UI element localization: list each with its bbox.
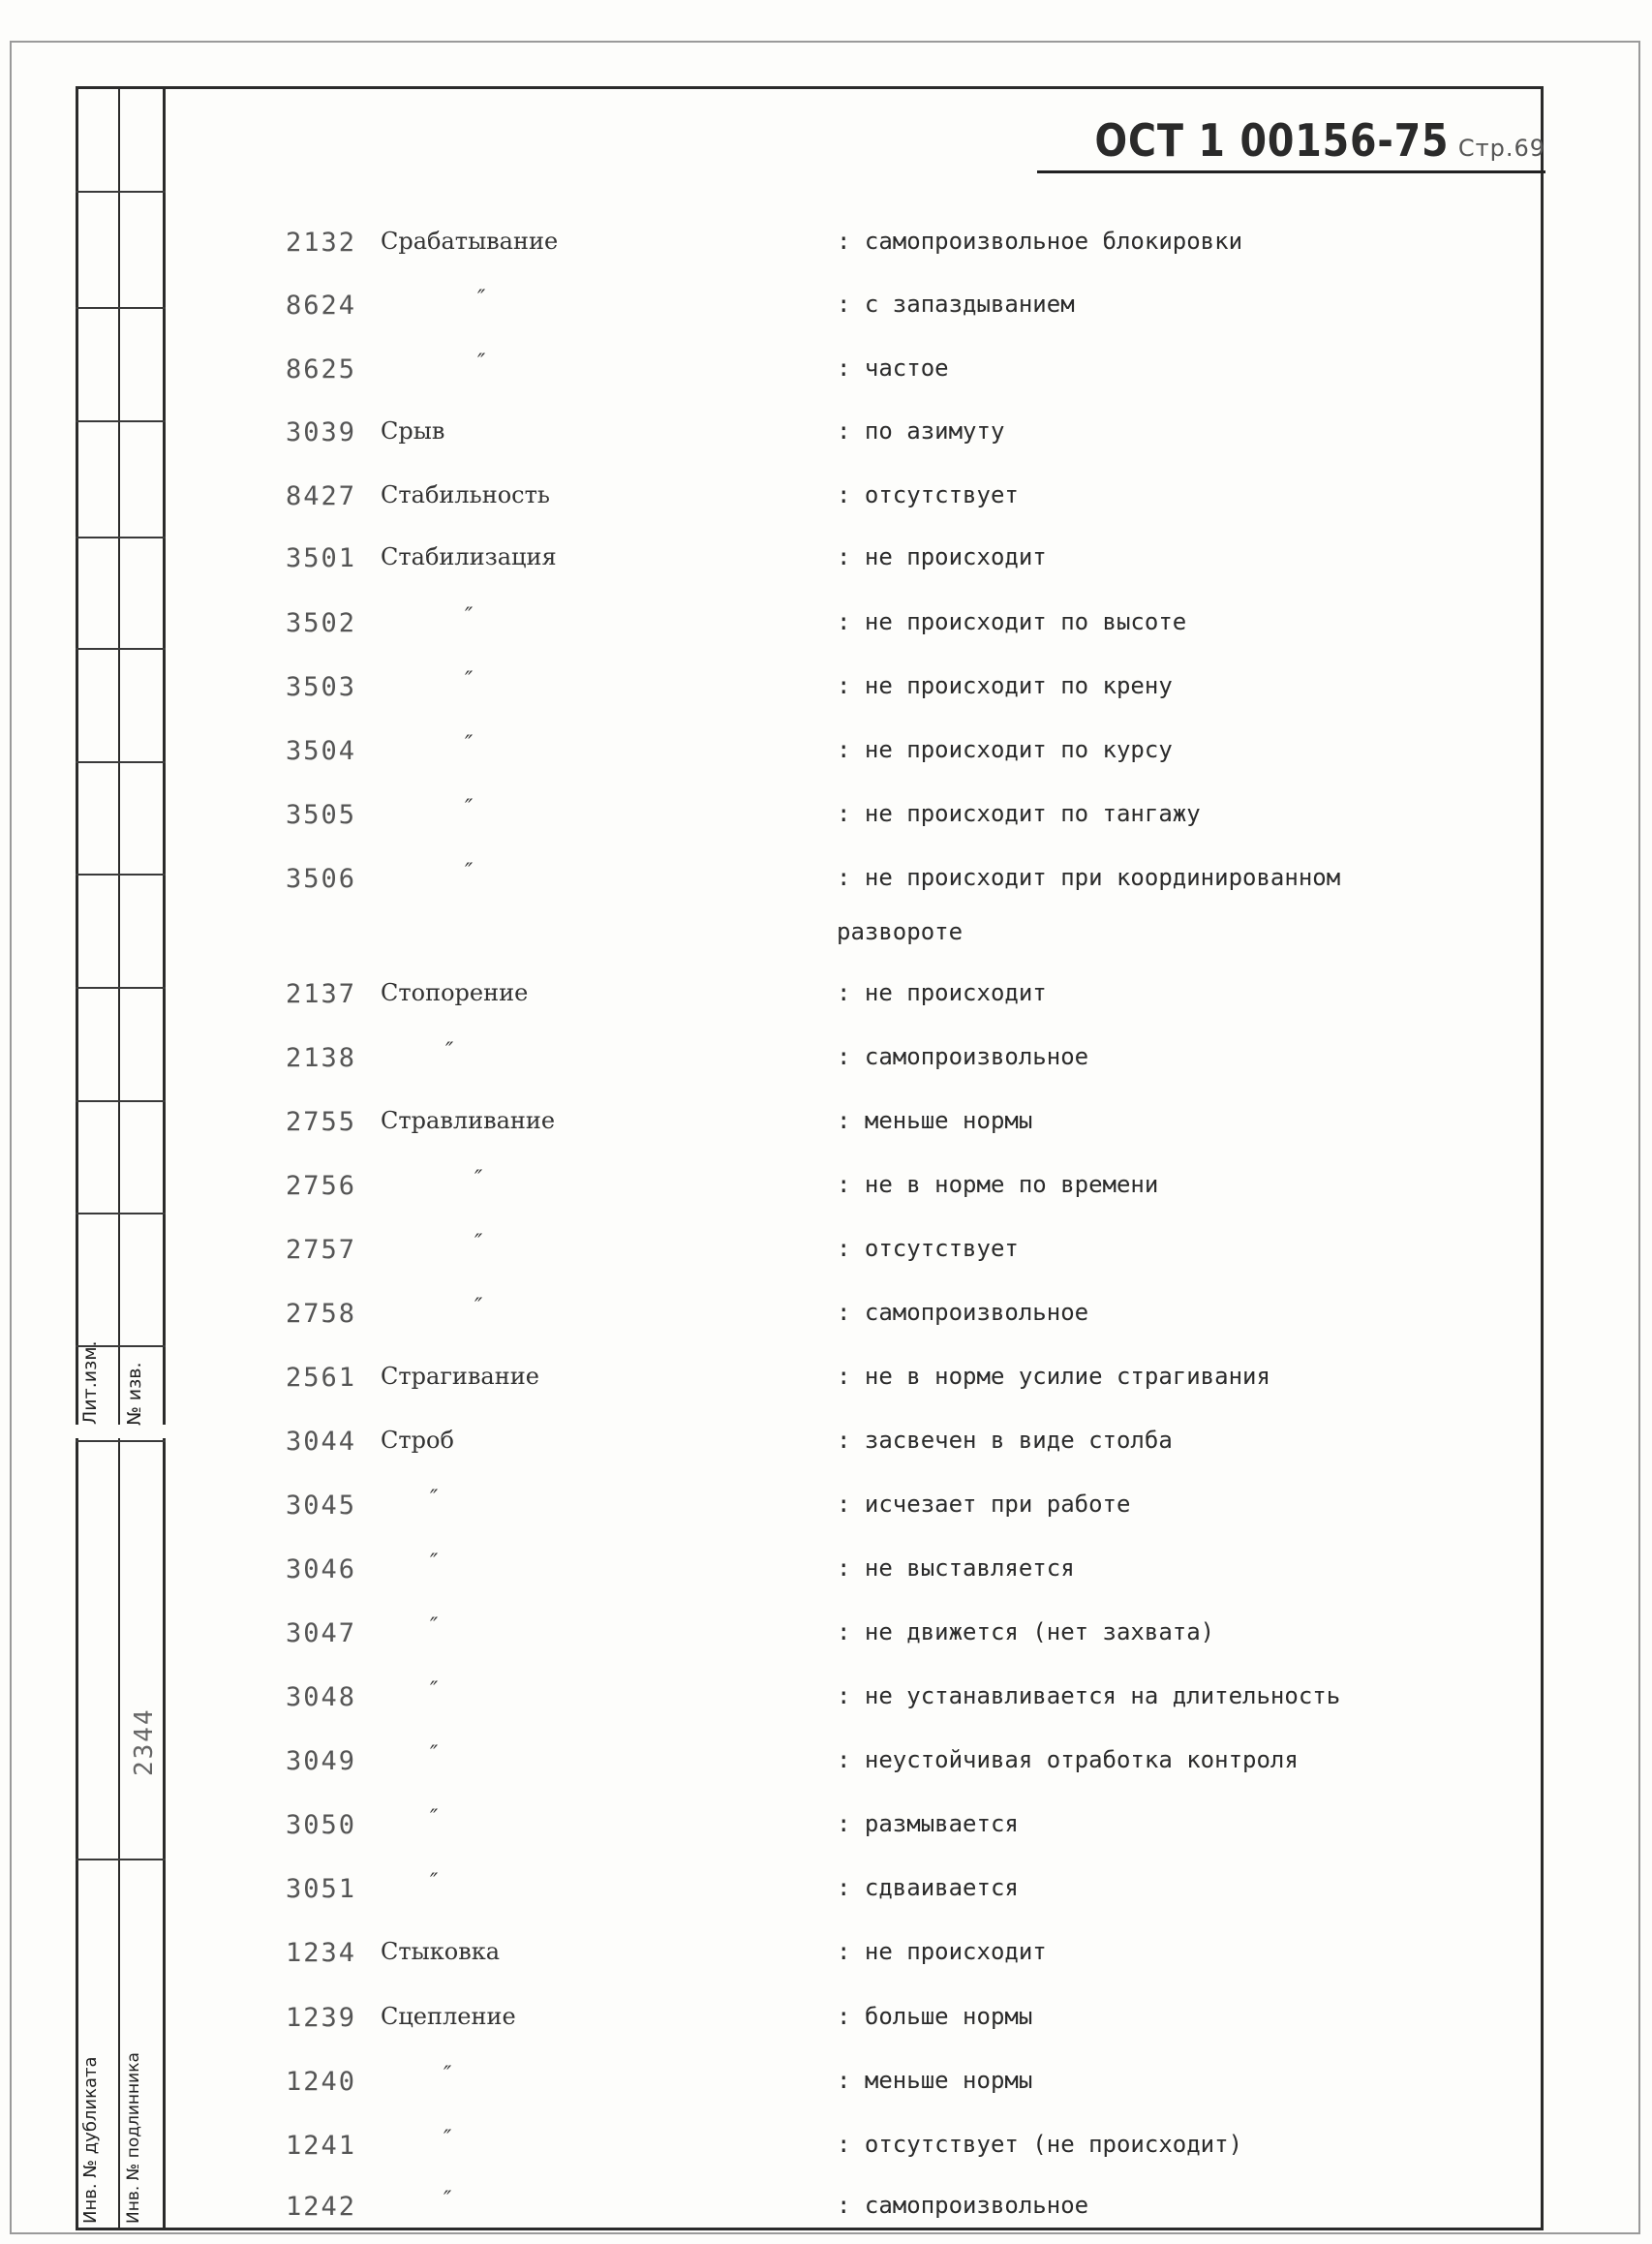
entry-code: 3048 bbox=[286, 1682, 357, 1712]
entry-code: 1239 bbox=[286, 2003, 357, 2033]
entry-term: Стабилизация bbox=[381, 543, 557, 570]
entry-code: 3039 bbox=[286, 417, 357, 447]
strip-rule bbox=[76, 874, 166, 876]
entry-description: : не происходит по высоте bbox=[837, 608, 1187, 635]
entry-description: : отсутствует (не происходит) bbox=[837, 2131, 1243, 2158]
entry-description: : частое bbox=[837, 354, 949, 382]
entry-code: 3049 bbox=[286, 1746, 357, 1776]
ditto-mark: ″ bbox=[444, 2127, 452, 2151]
entry-code: 3504 bbox=[286, 736, 357, 766]
entry-code: 3047 bbox=[286, 1618, 357, 1648]
entry-description: : не происходит по тангажу bbox=[837, 800, 1201, 827]
entry-description: : меньше нормы bbox=[837, 2067, 1033, 2094]
entry-description: : самопроизвольное блокировки bbox=[837, 228, 1243, 255]
ditto-mark: ″ bbox=[430, 1614, 439, 1639]
entry-description: : отсутствует bbox=[837, 1235, 1019, 1262]
ditto-mark: ″ bbox=[474, 1167, 483, 1191]
entry-description: : не происходит bbox=[837, 979, 1047, 1006]
no-izv-label: № изв. bbox=[124, 1362, 145, 1426]
ditto-mark: ″ bbox=[430, 1806, 439, 1830]
entry-code: 2755 bbox=[286, 1107, 357, 1137]
strip-rule bbox=[76, 1100, 166, 1102]
ditto-mark: ″ bbox=[477, 287, 486, 311]
entry-code: 3051 bbox=[286, 1874, 357, 1904]
entry-code: 3044 bbox=[286, 1427, 357, 1457]
entry-code: 8427 bbox=[286, 481, 357, 511]
entry-description: : не происходит bbox=[837, 543, 1047, 570]
entry-description: : неустойчивая отработка контроля bbox=[837, 1746, 1299, 1773]
entry-description: : не выставляется bbox=[837, 1554, 1075, 1582]
entry-term: Стравливание bbox=[381, 1107, 556, 1134]
entry-description: : не происходит при координированном bbox=[837, 864, 1341, 891]
entry-description: : по азимуту bbox=[837, 417, 1005, 445]
document-id: ОСТ 1 00156-75 bbox=[1094, 114, 1450, 167]
entry-term: Строб bbox=[381, 1427, 454, 1454]
inv-dublikata-label: Инв. № дубликата bbox=[80, 2056, 101, 2224]
entry-description: : самопроизвольное bbox=[837, 1043, 1089, 1070]
ditto-mark: ″ bbox=[444, 2063, 452, 2087]
strip-rule bbox=[76, 307, 166, 309]
ditto-mark: ″ bbox=[465, 860, 474, 884]
entry-term: Стабильность bbox=[381, 481, 550, 508]
entry-code: 3050 bbox=[286, 1810, 357, 1840]
strip-rule bbox=[76, 191, 166, 193]
entry-description: : отсутствует bbox=[837, 481, 1019, 508]
entry-description: : засвечен в виде столба bbox=[837, 1427, 1173, 1454]
entry-term: Стопорение bbox=[381, 979, 529, 1006]
page-header bbox=[1037, 114, 1545, 173]
entry-description: : меньше нормы bbox=[837, 1107, 1033, 1134]
ditto-mark: ″ bbox=[465, 604, 474, 629]
ditto-mark: ″ bbox=[430, 1551, 439, 1575]
lit-izm-label: Лит.изм. bbox=[79, 1340, 101, 1425]
entry-code: 2132 bbox=[286, 228, 357, 258]
strip-rule bbox=[76, 537, 166, 538]
entry-description: : не происходит по курсу bbox=[837, 736, 1173, 763]
entry-description: : самопроизвольное bbox=[837, 1299, 1089, 1326]
entry-code: 1240 bbox=[286, 2067, 357, 2097]
entry-code: 2561 bbox=[286, 1363, 357, 1393]
entry-code: 3503 bbox=[286, 672, 357, 702]
entry-description: : не устанавливается на длительность bbox=[837, 1682, 1341, 1709]
entry-description: : размывается bbox=[837, 1810, 1019, 1837]
entry-code: 2138 bbox=[286, 1043, 357, 1073]
strip-rule bbox=[76, 648, 166, 650]
ditto-mark: ″ bbox=[477, 351, 486, 375]
ditto-mark: ″ bbox=[430, 1742, 439, 1767]
page-number: Стр.69 bbox=[1457, 135, 1545, 162]
entry-description: : не в норме по времени bbox=[837, 1171, 1159, 1198]
entry-term: Страгивание bbox=[381, 1363, 539, 1390]
side-stamp-strip bbox=[76, 86, 166, 2230]
strip-rule bbox=[76, 1213, 166, 1214]
entry-code: 2137 bbox=[286, 979, 357, 1009]
entry-description: : исчезает при работе bbox=[837, 1491, 1131, 1518]
entry-description: : не происходит bbox=[837, 1938, 1047, 1965]
entry-term: Стыковка bbox=[381, 1938, 501, 1965]
ditto-mark: ″ bbox=[465, 732, 474, 756]
entry-code: 8625 bbox=[286, 354, 357, 384]
entry-code: 1234 bbox=[286, 1938, 357, 1968]
document-frame bbox=[76, 86, 1544, 2230]
strip-rule bbox=[76, 420, 166, 422]
ditto-mark: ″ bbox=[430, 1870, 439, 1894]
entry-description: : не движется (нет захвата) bbox=[837, 1618, 1215, 1645]
entry-description: : не в норме усилие страгивания bbox=[837, 1363, 1270, 1390]
strip-divider bbox=[118, 86, 120, 2230]
entry-description: : самопроизвольное bbox=[837, 2192, 1089, 2219]
entry-code: 1241 bbox=[286, 2131, 357, 2161]
entry-code: 2757 bbox=[286, 1235, 357, 1265]
entry-code: 3046 bbox=[286, 1554, 357, 1584]
entry-code: 3501 bbox=[286, 543, 357, 573]
entry-code: 8624 bbox=[286, 291, 357, 321]
entry-code: 1242 bbox=[286, 2192, 357, 2222]
ditto-mark: ″ bbox=[474, 1231, 483, 1255]
entry-code: 3045 bbox=[286, 1491, 357, 1521]
ditto-mark: ″ bbox=[474, 1295, 483, 1319]
strip-rule bbox=[76, 761, 166, 763]
strip-border bbox=[163, 86, 166, 2230]
entry-code: 3502 bbox=[286, 608, 357, 638]
strip-rule bbox=[76, 987, 166, 989]
entry-term: Срабатывание bbox=[381, 228, 559, 255]
entry-description-continued: развороте bbox=[837, 918, 964, 945]
ditto-mark: ″ bbox=[430, 1678, 439, 1703]
entry-code: 3506 bbox=[286, 864, 357, 894]
ditto-mark: ″ bbox=[430, 1487, 439, 1511]
entry-code: 2758 bbox=[286, 1299, 357, 1329]
copy-number: 2344 bbox=[130, 1707, 159, 1776]
entry-description: : с запаздыванием bbox=[837, 291, 1075, 318]
ditto-mark: ″ bbox=[465, 668, 474, 692]
inv-podlinnika-label: Инв. № подлинника bbox=[124, 2052, 143, 2224]
entry-description: : не происходит по крену bbox=[837, 672, 1173, 699]
ditto-mark: ″ bbox=[445, 1039, 454, 1063]
entry-code: 2756 bbox=[286, 1171, 357, 1201]
strip-rule bbox=[76, 1440, 166, 1442]
entry-code: 3505 bbox=[286, 800, 357, 830]
ditto-mark: ″ bbox=[444, 2188, 452, 2212]
ditto-mark: ″ bbox=[465, 796, 474, 820]
strip-gap bbox=[72, 1425, 169, 1438]
entry-description: : больше нормы bbox=[837, 2003, 1033, 2030]
entry-term: Срыв bbox=[381, 417, 445, 445]
strip-rule bbox=[76, 1859, 166, 1860]
entry-term: Сцепление bbox=[381, 2003, 516, 2030]
entry-description: : сдваивается bbox=[837, 1874, 1019, 1901]
